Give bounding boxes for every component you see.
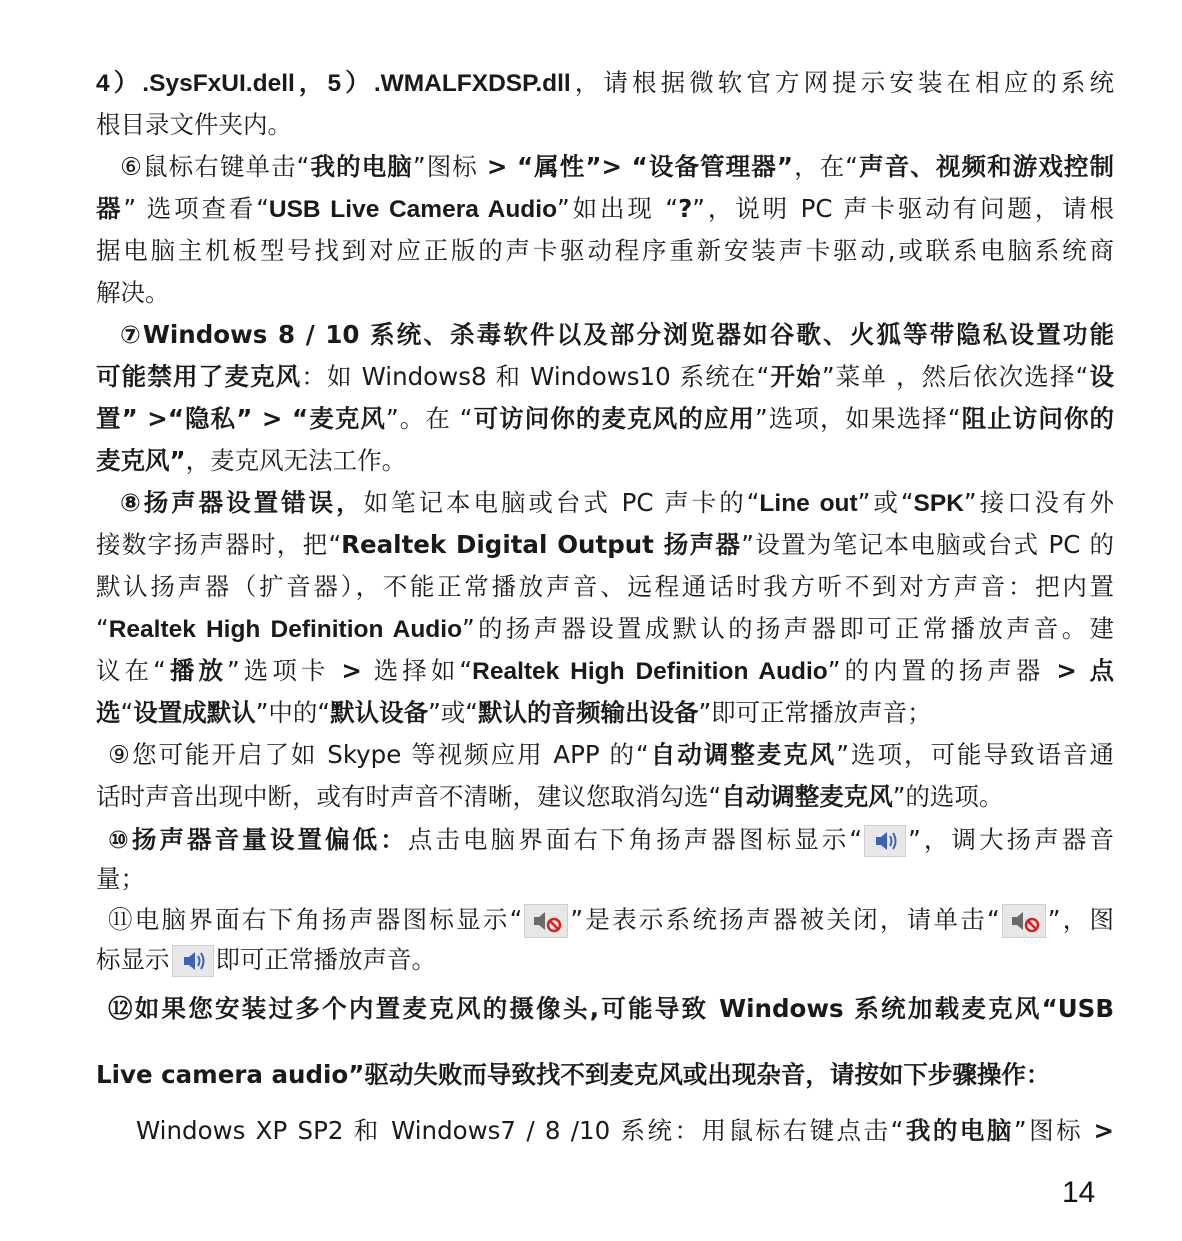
speaker-muted-icon[interactable]	[1002, 904, 1046, 938]
text-line: 4）.SysFxUI.dell，5）.WMALFXDSP.dll，请根据微软官方网提示安装在相应的系统	[96, 68, 1114, 97]
text-line: ⑧扬声器设置错误，如笔记本电脑或台式 PC 声卡的“Line out”或“SPK”接口没有外	[120, 488, 1114, 517]
text-line: ⑥鼠标右键单击“我的电脑”图标 > “属性”> “设备管理器”，在“声音、视频和游戏控制	[120, 152, 1114, 181]
text-line: “Realtek High Definition Audio”的扬声器设置成默认的扬声器即可正常播放声音。建	[96, 614, 1114, 643]
text-line: 麦克风”，麦克风无法工作。	[96, 446, 407, 475]
page-number: 14	[1062, 1176, 1096, 1209]
text-line: 话时声音出现中断，或有时声音不清晰，建议您取消勾选“自动调整麦克风”的选项。	[96, 782, 1004, 811]
speaker-volume-icon[interactable]	[172, 945, 214, 977]
text-line: 议在“播放”选项卡 > 选择如“Realtek High Definition Audio”的内置的扬声器 > 点	[96, 656, 1114, 685]
text-line: 接数字扬声器时，把“Realtek Digital Output 扬声器”设置为笔记本电脑或台式 PC 的	[96, 530, 1114, 559]
text-line: Live camera audio”驱动失败而导致找不到麦克风或出现杂音，请按如下步骤操作：	[96, 1060, 1051, 1089]
text-line: ⑫如果您安装过多个内置麦克风的摄像头,可能导致 Windows 系统加载麦克风“USB	[108, 994, 1114, 1023]
text-line: 量；	[96, 864, 145, 893]
text-line: ⑪电脑界面右下角扬声器图标显示“ ”是表示系统扬声器被关闭，请单击“ ”，图	[108, 900, 1114, 940]
text-line: 根目录文件夹内。	[96, 110, 292, 139]
text-line: ⑨您可能开启了如 Skype 等视频应用 APP 的“自动调整麦克风”选项，可能导致语音通	[108, 740, 1114, 769]
text-line: 置” >“隐私” > “麦克风”。在 “可访问你的麦克风的应用”选项，如果选择“阻止访问你的	[96, 404, 1114, 433]
text-line: 据电脑主机板型号找到对应正版的声卡驱动程序重新安装声卡驱动,或联系电脑系统商	[96, 236, 1114, 265]
text-line: ⑦Windows 8 / 10 系统、杀毒软件以及部分浏览器如谷歌、火狐等带隐私设置功能	[120, 320, 1114, 349]
text-line: 可能禁用了麦克风：如 Windows8 和 Windows10 系统在“开始”菜单 ，然后依次选择“设	[96, 362, 1114, 391]
text-line: Windows XP SP2 和 Windows7 / 8 /10 系统：用鼠标右键点击“我的电脑”图标 >	[136, 1116, 1114, 1145]
speaker-muted-icon[interactable]	[524, 904, 568, 938]
text-line: 默认扬声器（扩音器），不能正常播放声音、远程通话时我方听不到对方声音：把内置	[96, 572, 1114, 601]
speaker-volume-icon[interactable]	[864, 825, 906, 857]
text-line: 解决。	[96, 278, 170, 307]
text-line: 选“设置成默认”中的“默认设备”或“默认的音频输出设备”即可正常播放声音；	[96, 698, 932, 727]
text-line: 器” 选项查看“USB Live Camera Audio”如出现 “?”，说明 PC 声卡驱动有问题，请根	[96, 194, 1114, 223]
text-line: 标显示 即可正常播放声音。	[96, 940, 1114, 980]
text-line: ⑩扬声器音量设置偏低：点击电脑界面右下角扬声器图标显示“ ”，调大扬声器音	[108, 820, 1114, 860]
